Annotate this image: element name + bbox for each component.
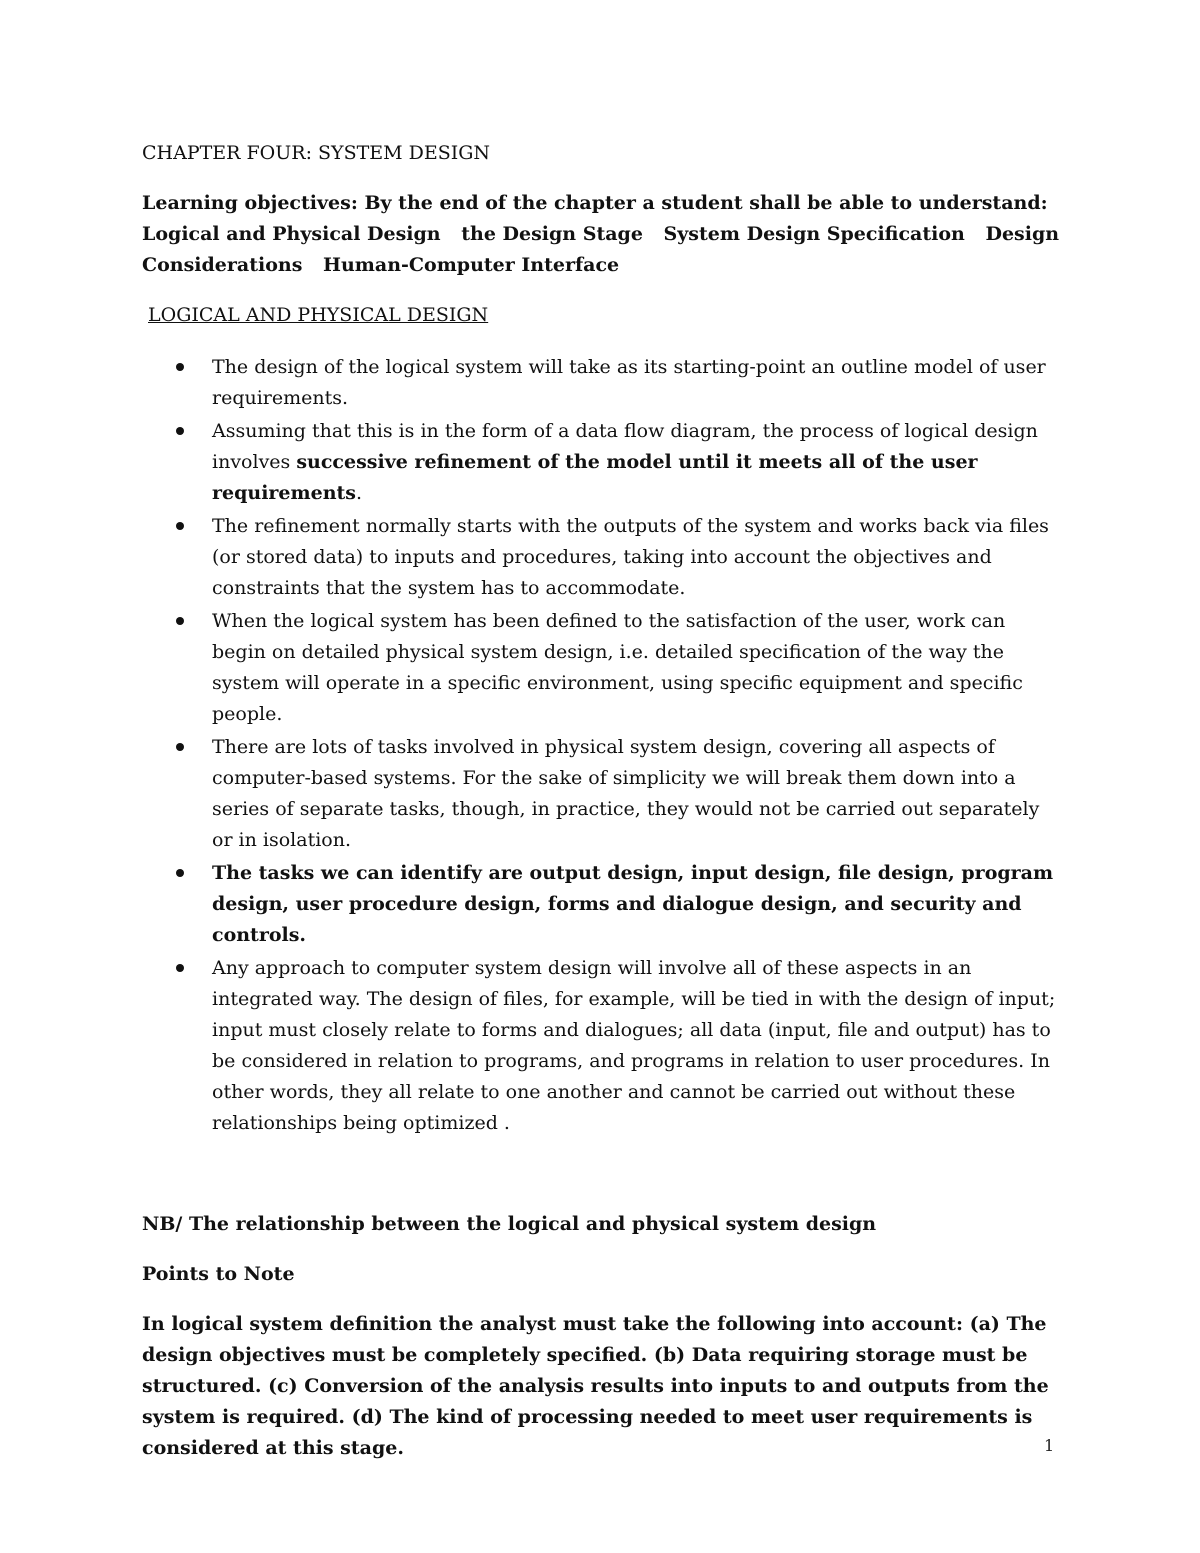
bullet-list xyxy=(142,352,1062,1139)
list-item xyxy=(142,352,1062,414)
bullet-text: The refinement normally starts with the outputs of the system and works back via files (or stored data) to inputs and procedures, taking into account the objectives and constraints that the system has to accommodate. xyxy=(212,515,1049,599)
bullet-bold-text: The tasks we can identify are output design, input design, file design, program design, user procedure design, forms and dialogue design, and security and controls. xyxy=(212,862,1054,946)
list-item xyxy=(142,953,1062,1139)
bullet-icon xyxy=(176,869,184,877)
document-page xyxy=(142,138,1062,1464)
bullet-text: Any approach to computer system design will involve all of these aspects in an integrated way. The design of files, for example, will be tied in with the design of input; input must closely relate to forms and dialogues; all data (input, file and output) has to be considered in relation to programs, and programs in relation to user procedures. In other words, they all relate to one another and cannot be carried out without these relationships being optimized . xyxy=(212,957,1056,1134)
learning-objectives xyxy=(142,188,1062,281)
nb-note: NB/ The relationship between the logical and physical system design xyxy=(142,1213,877,1235)
objective-item: Logical and Physical Design xyxy=(142,223,441,245)
objective-item: Human-Computer Interface xyxy=(323,254,620,276)
objective-item: the Design Stage xyxy=(461,223,643,245)
page-number: 1 xyxy=(1044,1436,1055,1455)
list-item xyxy=(142,511,1062,604)
bullet-icon xyxy=(176,522,184,530)
bullet-icon xyxy=(176,617,184,625)
objective-item: System Design Specification xyxy=(663,223,965,245)
section-heading: LOGICAL AND PHYSICAL DESIGN xyxy=(148,304,489,326)
bullet-icon xyxy=(176,363,184,371)
bullet-icon xyxy=(176,427,184,435)
objective-item: Design Considerations xyxy=(142,223,1060,276)
list-item xyxy=(142,732,1062,856)
list-item xyxy=(142,606,1062,730)
bullet-icon xyxy=(176,964,184,972)
points-title: Points to Note xyxy=(142,1263,295,1285)
bullet-icon xyxy=(176,743,184,751)
bullet-text-end: . xyxy=(356,482,363,504)
list-item xyxy=(142,858,1062,951)
bullet-text: The design of the logical system will take as its starting-point an outline model of user requirements. xyxy=(212,356,1046,409)
points-paragraph: In logical system definition the analyst must take the following into account: (a) The design objectives must be completely specified. (b) Data requiring storage must be structured. (c) Conversion of the analysis results into inputs to and outputs from the system is required. (d) The kind of processing needed to meet user requirements is considered at this stage. xyxy=(142,1313,1049,1459)
bullet-text: Assuming that this is in the form of a data flow diagram, the process of logical design involves xyxy=(212,420,1038,473)
list-item xyxy=(142,416,1062,509)
objectives-intro: Learning objectives: By the end of the chapter a student shall be able to understand: xyxy=(142,192,1048,214)
bullet-text: When the logical system has been defined to the satisfaction of the user, work can begin on detailed physical system design, i.e. detailed specification of the way the system will operate in a specific environment, using specific equipment and specific people. xyxy=(212,610,1023,725)
chapter-title: CHAPTER FOUR: SYSTEM DESIGN xyxy=(142,142,491,164)
bullet-bold-text: successive refinement of the model until it meets all of the user requirements xyxy=(212,451,978,504)
bullet-text: There are lots of tasks involved in physical system design, covering all aspects of computer-based systems. For the sake of simplicity we will break them down into a series of separate tasks, though, in practice, they would not be carried out separately or in isolation. xyxy=(212,736,1040,851)
